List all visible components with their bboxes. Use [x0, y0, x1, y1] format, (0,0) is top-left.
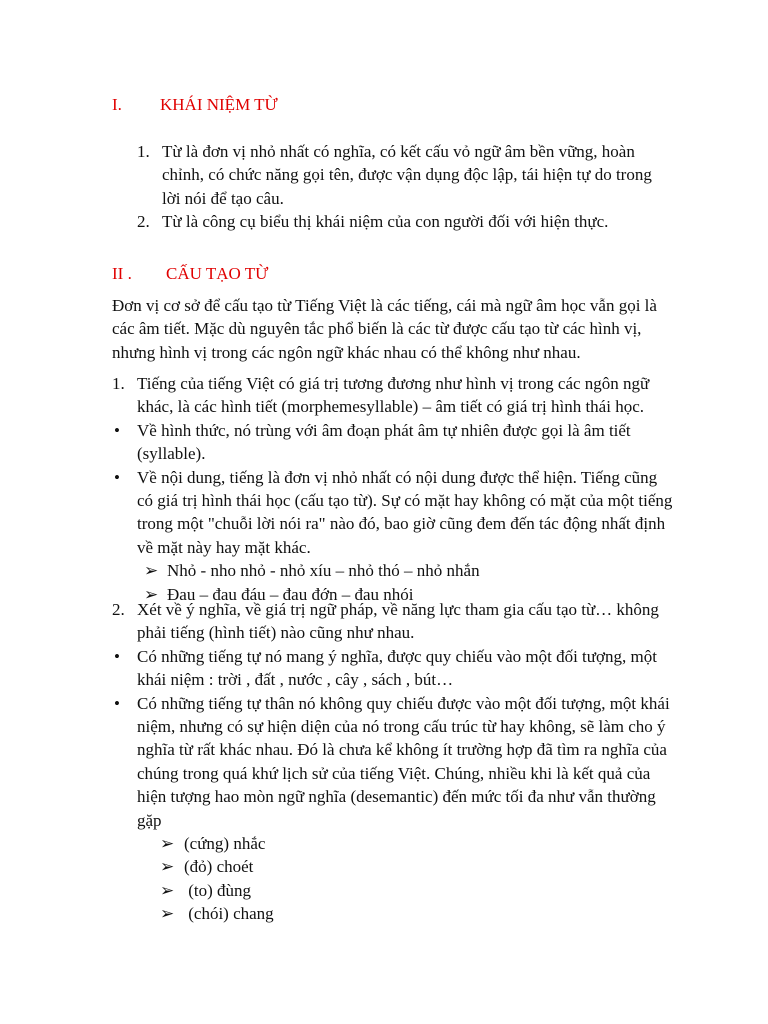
section-heading-2 — [112, 262, 672, 286]
example-text: Nhỏ - nho nhỏ - nhỏ xíu – nhỏ thó – nhỏ nhắn — [167, 561, 480, 581]
section-title: CẤU TẠO TỪ — [166, 264, 269, 283]
numbered-item-text: Xét về ý nghĩa, về giá trị ngữ pháp, về năng lực tham gia cấu tạo từ… không phải tiếng (hình tiết) nào cũng như nhau. — [137, 600, 659, 643]
arrow-bullet-icon: ➢ — [160, 834, 175, 854]
bullet-text: Có những tiếng tự nó mang ý nghĩa, được quy chiếu vào một đối tượng, một khái niệm : trời , đất , nước , cây , sách , bút… — [137, 646, 657, 690]
numbered-item-text: Tiếng của tiếng Việt có giá trị tương đương như hình vị trong các ngôn ngữ khác, là các hình tiết (morphemesyllable) – âm tiết có giá trị hình thái học. — [137, 374, 650, 417]
list-marker: 1. — [137, 142, 150, 161]
point-2 — [112, 598, 674, 926]
bullet-text: Về nội dung, tiếng là đơn vị nhỏ nhất có nội dung được thể hiện. Tiếng cũng có giá trị hình thái học (cấu tạo từ). Sự có mặt hay không có mặt của một tiếng trong một "chuỗi lời nói ra" nào đó, bao giờ cũng đem đến tác động nhất định về mặt này hay mặt khác. — [137, 467, 673, 557]
arrow-bullet-icon: ➢ — [160, 880, 175, 900]
arrow-bullet-icon: ➢ — [160, 857, 175, 877]
arrow-bullet-icon: ➢ — [160, 904, 175, 924]
example-text: (chói) chang — [184, 904, 274, 924]
arrow-bullet-icon: ➢ — [144, 584, 159, 604]
example-text: Đau – đau đáu – đau đớn – đau nhói — [167, 584, 414, 604]
list-item-text: Từ là đơn vị nhỏ nhất có nghĩa, có kết cấu vỏ ngữ âm bền vững, hoàn chỉnh, có chức năng gọi tên, được vận dụng độc lập, tái hiện tự do trong lời nói để tạo câu. — [162, 142, 652, 208]
arrow-bullet-icon: ➢ — [144, 561, 159, 581]
numbered-item — [112, 372, 674, 419]
bullet-item — [112, 645, 674, 692]
bullet-marker: • — [114, 646, 120, 666]
list-item — [137, 140, 672, 210]
example-text: (đỏ) choét — [184, 857, 254, 877]
bullet-marker: • — [114, 467, 120, 487]
bullet-text: Có những tiếng tự thân nó không quy chiếu được vào một đối tượng, một khái niệm, nhưng có sự hiện diện của nó trong cấu trúc từ hay không, sẽ làm cho ý nghĩa từ rất khác nhau. Đó là chưa kể không ít trường hợp đã tìm ra nghĩa của chúng trong quá khứ lịch sử của tiếng Việt. Chúng, nhiều khi là kết quả của hiện tượng hao mòn ngữ nghĩa (desemantic) đến mức tối đa như vẫn thường gặp — [137, 693, 670, 830]
section-heading-1 — [112, 93, 672, 117]
example-item — [112, 855, 674, 878]
section-title: KHÁI NIỆM TỪ — [160, 95, 278, 114]
list-marker: 2. — [112, 600, 125, 619]
example-text: (cứng) nhắc — [184, 834, 266, 854]
list-item — [137, 210, 672, 233]
example-text: (to) đùng — [184, 880, 252, 900]
intro-paragraph: Đơn vị cơ sở để cấu tạo từ Tiếng Việt là các tiếng, cái mà ngữ âm học vẫn gọi là các âm tiết. Mặc dù nguyên tắc phổ biến là các từ được cấu tạo từ các hình vị, nhưng hình vị trong các ngôn ngữ khác nhau có thể không như nhau. — [112, 296, 657, 362]
definition-list — [137, 140, 672, 234]
bullet-marker: • — [114, 420, 120, 440]
example-item — [112, 832, 674, 855]
list-item-text: Từ là công cụ biểu thị khái niệm của con người đối với hiện thực. — [162, 212, 609, 232]
bullet-text: Về hình thức, nó trùng với âm đoạn phát âm tự nhiên được gọi là âm tiết (syllable). — [137, 420, 631, 464]
list-marker: 1. — [112, 374, 125, 393]
example-item — [112, 902, 674, 925]
list-marker: 2. — [137, 212, 150, 232]
numbered-item — [112, 598, 674, 645]
bullet-item — [112, 419, 674, 466]
bullet-item — [112, 466, 674, 560]
section-number: II . — [112, 264, 132, 283]
section-number: I. — [112, 95, 122, 114]
example-item — [112, 559, 674, 582]
bullet-item — [112, 692, 674, 832]
example-item — [112, 879, 674, 902]
point-1 — [112, 372, 674, 606]
bullet-marker: • — [114, 693, 120, 713]
